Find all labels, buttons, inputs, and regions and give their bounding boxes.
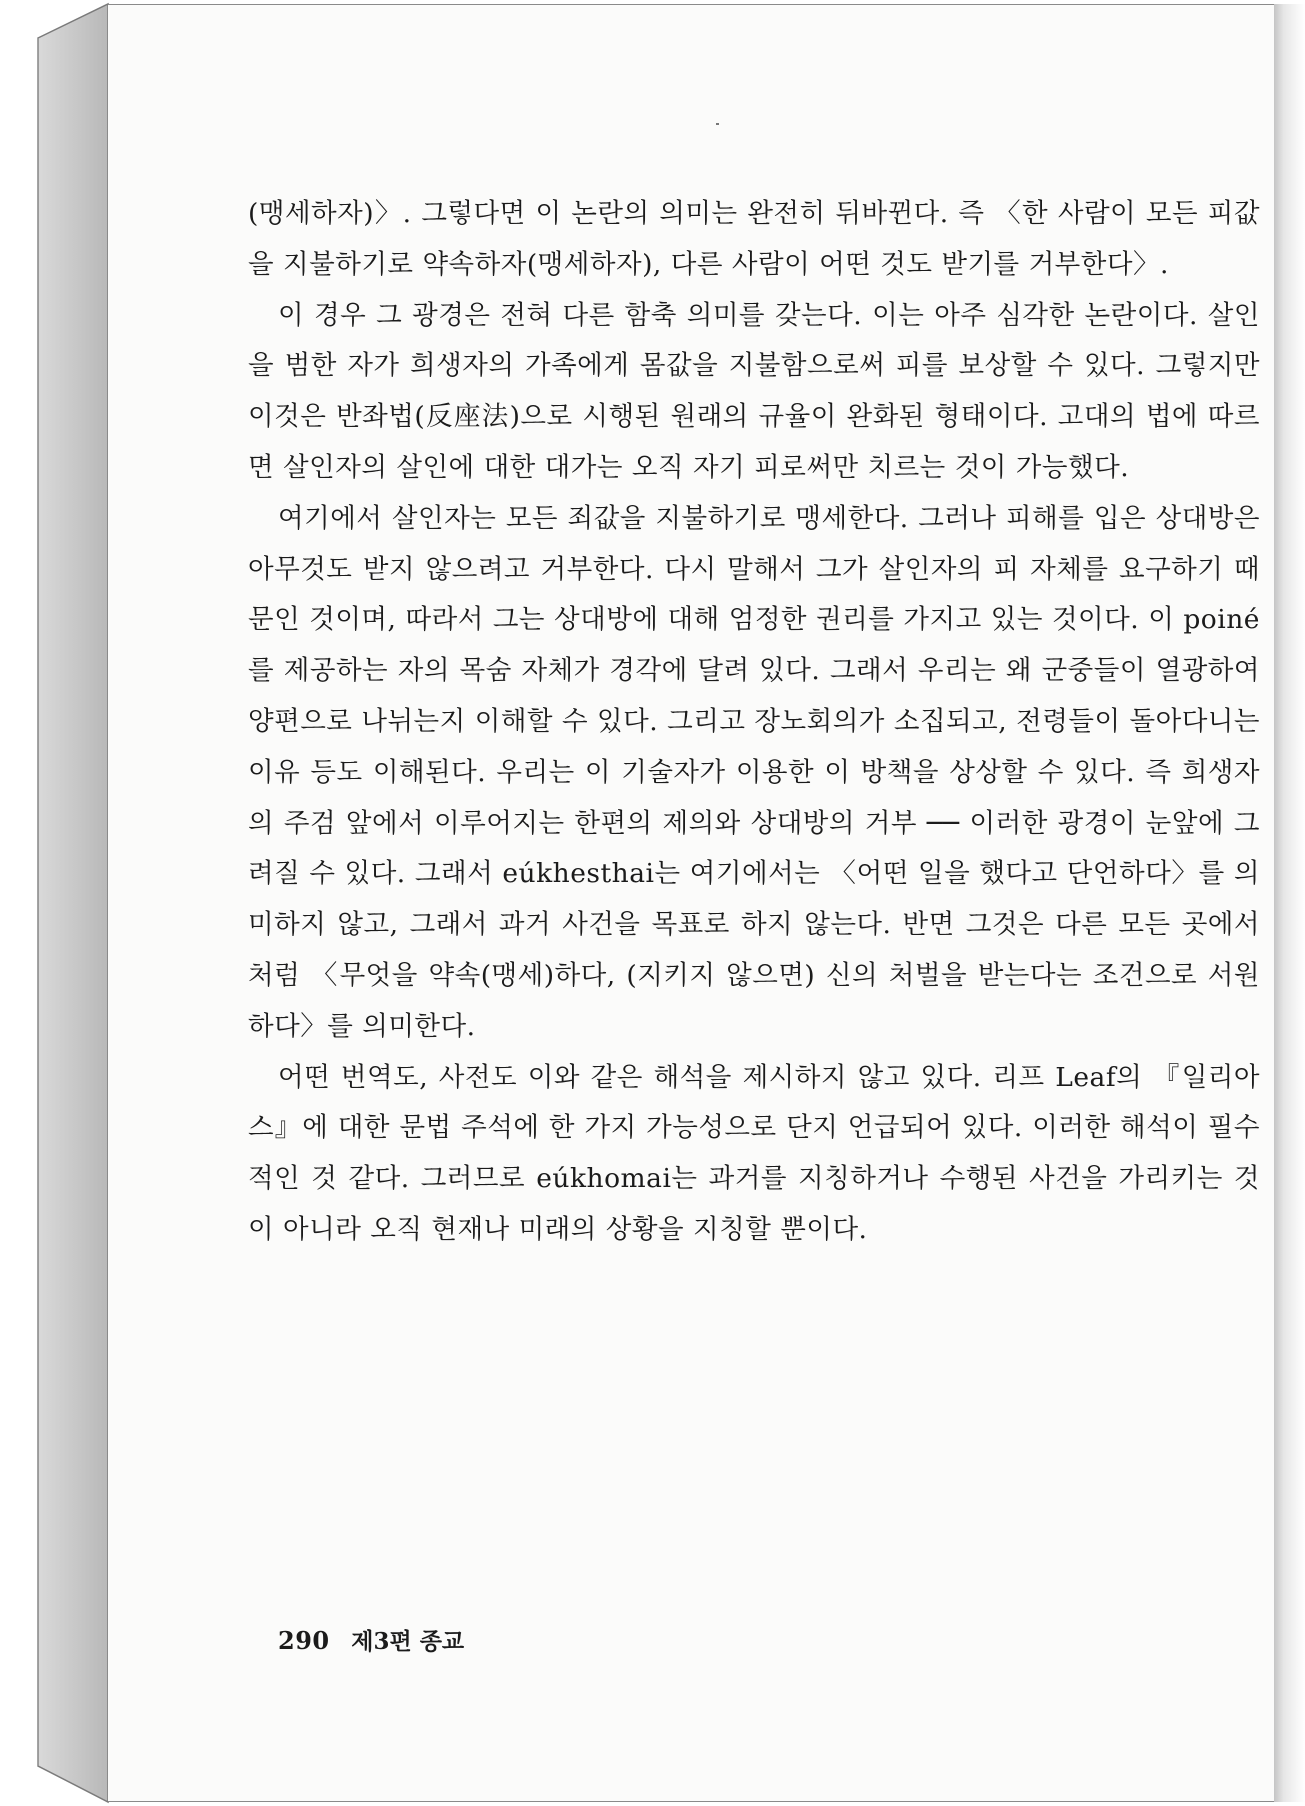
page-footer <box>278 1623 464 1656</box>
page-number: 290 <box>278 1626 330 1655</box>
body-text <box>248 189 1260 1256</box>
paragraph: 이 경우 그 광경은 전혀 다른 함축 의미를 갖는다. 이는 아주 심각한 논란이다. 살인을 범한 자가 희생자의 가족에게 몸값을 지불함으로써 피를 보상할 수 있다. 그렇지만 이것은 반좌법(反座法)으로 시행된 원래의 규율이 완화된 형태이다. 고대의 법에 따르면 살인자의 살인에 대한 대가는 오직 자기 피로써만 치르는 것이 가능했다. <box>248 299 1260 483</box>
scan-speck <box>716 123 719 125</box>
paragraph: 여기에서 살인자는 모든 죄값을 지불하기로 맹세한다. 그러나 피해를 입은 상대방은 아무것도 받지 않으려고 거부한다. 다시 말해서 그가 살인자의 피 자체를 요구하기 때문인 것이며, 따라서 그는 상대방에 대해 엄정한 권리를 가지고 있는 것이다. 이 poiné를 제공하는 자의 목숨 자체가 경각에 달려 있다. 그래서 우리는 왜 군중들이 열광하여 양편으로 나뉘는지 이해할 수 있다. 그리고 장노회의가 소집되고, 전령들이 돌아다니는 이유 등도 이해된다. 우리는 이 기술자가 이용한 이 방책을 상상할 수 있다. 즉 희생자의 주검 앞에서 이루어지는 한편의 제의와 상대방의 거부 ── 이러한 광경이 눈앞에 그려질 수 있다. 그래서 eúkhesthai는 여기에서는 〈어떤 일을 했다고 단언하다〉를 의미하지 않고, 그래서 과거 사건을 목표로 하지 않는다. 반면 그것은 다른 모든 곳에서처럼 〈무엇을 약속(맹세)하다, (지키지 않으면) 신의 처벌을 받는다는 조건으로 서원하다〉를 의미한다. <box>248 502 1260 1042</box>
section-label: 제3편 종교 <box>351 1628 465 1655</box>
book-spine <box>0 0 110 1806</box>
paragraph: 어떤 번역도, 사전도 이와 같은 해석을 제시하지 않고 있다. 리프 Leaf의 『일리아스』에 대한 문법 주석에 한 가지 가능성으로 단지 언급되어 있다. 이러한 해석이 필수적인 것 같다. 그러므로 eúkhomai는 과거를 지칭하거나 수행된 사건을 가리키는 것이 아니라 오직 현재나 미래의 상황을 지칭할 뿐이다. <box>248 1061 1260 1245</box>
page-edge-shadow <box>1272 4 1305 1802</box>
book-page <box>108 4 1274 1802</box>
paragraph-continuation: (맹세하자)〉. 그렇다면 이 논란의 의미는 완전히 뒤바뀐다. 즉 〈한 사람이 모든 피값을 지불하기로 약속하자(맹세하자), 다른 사람이 어떤 것도 받기를 거부한다〉. <box>248 198 1260 280</box>
